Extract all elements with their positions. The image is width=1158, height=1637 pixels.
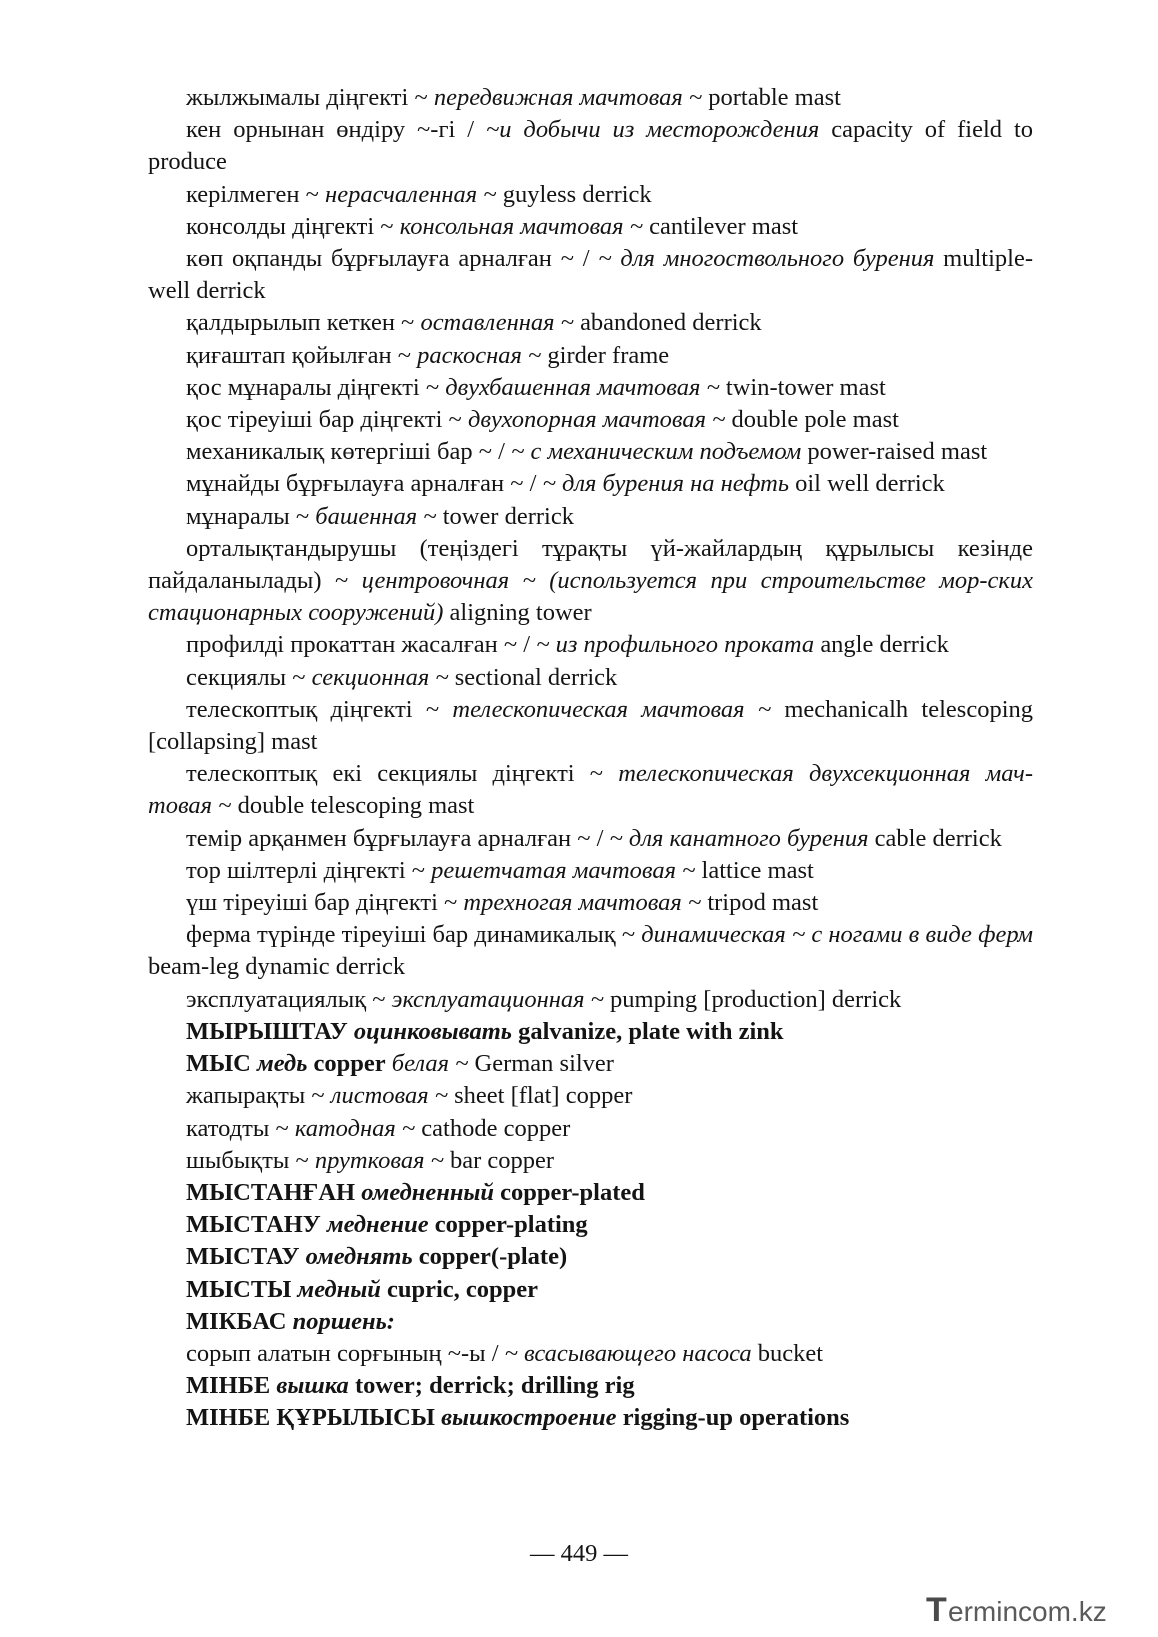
term-english: lattice mast (701, 856, 814, 884)
sub-entry (148, 114, 1033, 178)
sub-entry (148, 307, 1033, 339)
term-russian: ~и добычи из месторождения (486, 116, 820, 144)
term-english: multiple-well derrick (148, 245, 1033, 305)
term-russian: башенная ~ (315, 502, 437, 530)
term-kazakh: қос мұнаралы діңгекті ~ (186, 373, 440, 401)
page-number: — 449 — (530, 1540, 628, 1567)
term-english: power-raised mast (807, 438, 988, 466)
term-kazakh: консолды діңгекті ~ (186, 212, 394, 240)
sub-entry (148, 629, 1033, 661)
term-russian: меднение (326, 1211, 429, 1239)
term-russian: ~ всасывающего насоса (504, 1339, 752, 1367)
term-russian: телескопическая двухсекционная мач-товая ~ (148, 760, 1033, 820)
term-english: capacity of field to produce (148, 116, 1034, 176)
term-russian: ~ для многоствольного бурения (598, 245, 935, 273)
term-russian: двухопорная мачтовая ~ (467, 406, 726, 434)
term-english: double pole mast (731, 406, 899, 434)
term-english: aligning tower (449, 599, 592, 627)
sub-entry (148, 82, 1033, 114)
term-kazakh: қос тіреуіші бар діңгекті ~ (186, 406, 462, 434)
term-kazakh: механикалық көтергіші бар ~ / (186, 438, 505, 466)
headword-entry (148, 1274, 1033, 1306)
term-kazakh: шыбықты ~ (186, 1146, 309, 1174)
term-english: bar copper (449, 1146, 555, 1174)
term-english: twin-tower mast (725, 373, 886, 401)
headword-kazakh: МЫСТАНҒАН (186, 1178, 356, 1206)
sub-entry (148, 855, 1033, 887)
term-russian: белая ~ (391, 1050, 469, 1078)
term-russian: трехногая мачтовая ~ (463, 889, 702, 917)
term-russian: центровочная ~ (используется при строительстве мор-ских стационарных сооружений) (148, 567, 1034, 627)
sub-entry (148, 887, 1033, 919)
termincom-logo (922, 1591, 1144, 1629)
sub-entry (148, 340, 1033, 372)
headword-entry (148, 1306, 1033, 1338)
term-russian: ~ с механическим подъемом (511, 438, 802, 466)
term-russian: раскосная ~ (417, 341, 542, 369)
term-english: cathode copper (421, 1114, 571, 1142)
term-kazakh: қалдырылып кеткен ~ (186, 309, 415, 337)
term-russian: омеднять (305, 1243, 413, 1271)
term-kazakh: мұнаралы ~ (186, 502, 310, 530)
term-kazakh: телескоптық екі секциялы діңгекті ~ (186, 760, 604, 788)
sub-entry (148, 533, 1033, 630)
sub-entry (148, 984, 1033, 1016)
term-english: beam-leg dynamic derrick (148, 953, 406, 981)
headword-kazakh: МІКБАС (186, 1307, 287, 1335)
term-russian: телескопическая мачтовая ~ (452, 695, 772, 723)
term-russian: динамическая ~ с ногами в виде ферм (641, 921, 1034, 949)
term-kazakh: қиғаштап қойылған ~ (186, 341, 411, 369)
sub-entry (148, 243, 1033, 307)
term-kazakh: ферма түрінде тіреуіші бар динамикалық ~ (186, 921, 636, 949)
term-english: oil well derrick (795, 470, 945, 498)
term-english: copper(-plate) (418, 1243, 568, 1271)
term-russian: передвижная мачтовая ~ (433, 84, 703, 111)
logo-wordmark: ermincom.kz (948, 1596, 1107, 1627)
term-russian: листовая ~ (330, 1082, 449, 1110)
term-russian: оставленная ~ (420, 309, 574, 337)
headword-entry (148, 1241, 1033, 1273)
sub-entry (148, 823, 1033, 855)
term-english: double telescoping mast (237, 792, 475, 820)
term-kazakh: кен орнынан өндіру ~-гі / (186, 116, 475, 144)
term-russian: ~ из профильного проката (536, 631, 815, 659)
headword-kazakh: МЫС (186, 1050, 251, 1078)
term-english: rigging-up operations (622, 1404, 850, 1432)
term-english: angle derrick (820, 631, 949, 659)
term-kazakh: жапырақты ~ (186, 1082, 325, 1110)
headword-kazakh: МЫСТАНУ (186, 1211, 321, 1239)
sub-entry (148, 211, 1033, 243)
term-russian: поршень: (292, 1307, 395, 1335)
term-russian: консольная мачтовая ~ (399, 212, 643, 240)
term-english: abandoned derrick (580, 309, 762, 337)
sub-entry (148, 662, 1033, 694)
term-english: copper (313, 1050, 386, 1078)
term-russian: катодная ~ (294, 1114, 416, 1142)
sub-entry (148, 372, 1033, 404)
term-english: portable mast (708, 84, 841, 111)
sub-entry (148, 1145, 1033, 1177)
term-english: pumping [production] derrick (610, 985, 902, 1013)
term-russian: ~ для канатного бурения (609, 824, 869, 852)
term-kazakh: темір арқанмен бұрғылауға арналған ~ / (186, 824, 604, 852)
term-russian: вышка (276, 1372, 349, 1400)
term-kazakh: профилді прокаттан жасалған ~ / (186, 631, 531, 659)
sub-entry (148, 404, 1033, 436)
term-english: German silver (474, 1050, 614, 1078)
headword-kazakh: МЫРЫШТАУ (186, 1017, 348, 1045)
logo-letter-t: T (926, 1591, 947, 1629)
headword-kazakh: МЫСТЫ (186, 1275, 292, 1303)
term-kazakh: орталықтандырушы (теңіздегі тұрақты үй-жайлардың құрылысы кезінде пайдаланылады) ~ (148, 534, 1033, 595)
sub-entry (148, 501, 1033, 533)
term-kazakh: сорып алатын сорғының ~-ы / (186, 1339, 499, 1367)
term-russian: омедненный (361, 1178, 495, 1206)
term-russian: медный (297, 1275, 381, 1303)
term-english: cable derrick (874, 824, 1002, 852)
term-russian: вышкостроение (441, 1404, 617, 1432)
headword-entry (148, 1016, 1033, 1048)
headword-entry (148, 1209, 1033, 1241)
term-russian: секционная ~ (311, 663, 449, 691)
sub-entry (148, 758, 1033, 822)
term-russian: медь (257, 1050, 308, 1078)
term-english: mechanicalh telescoping [collapsing] mast (148, 695, 1034, 756)
headword-kazakh: МЫСТАУ (186, 1243, 300, 1271)
term-kazakh: жылжымалы діңгекті ~ (186, 84, 428, 111)
entry-list (148, 82, 1033, 1435)
term-english: copper-plating (434, 1211, 588, 1239)
term-russian: нерасчаленная ~ (325, 180, 497, 208)
term-russian: прутковая ~ (314, 1146, 444, 1174)
term-english: tower derrick (442, 502, 574, 530)
term-english: sectional derrick (454, 663, 618, 691)
term-russian: эксплуатационная ~ (391, 985, 604, 1013)
term-english: galvanize, plate with zink (518, 1017, 784, 1045)
sub-entry (148, 436, 1033, 468)
term-russian: ~ для бурения на нефть (542, 470, 789, 498)
headword-entry (148, 1048, 1033, 1080)
term-kazakh: керілмеген ~ (186, 180, 319, 208)
term-english: guyless derrick (502, 180, 652, 208)
term-russian: решетчатая мачтовая ~ (431, 856, 696, 884)
term-kazakh: секциялы ~ (186, 663, 306, 691)
term-english: copper-plated (500, 1178, 645, 1206)
headword-entry (148, 1370, 1033, 1402)
sub-entry (148, 468, 1033, 500)
term-english: cantilever mast (649, 212, 799, 240)
sub-entry (148, 1113, 1033, 1145)
headword-kazakh: МІНБЕ (186, 1372, 271, 1400)
term-kazakh: көп оқпанды бұрғылауға арналған ~ / (186, 245, 590, 273)
term-kazakh: эксплуатациялық ~ (186, 985, 386, 1013)
headword-kazakh: МІНБЕ ҚҰРЫЛЫСЫ (186, 1404, 435, 1432)
term-english: tower; derrick; drilling rig (354, 1372, 635, 1400)
term-kazakh: мұнайды бұрғылауға арналған ~ / (186, 470, 537, 498)
sub-entry (148, 1338, 1033, 1370)
term-english: tripod mast (707, 889, 819, 917)
dictionary-page (148, 82, 1033, 1435)
term-kazakh: катодты ~ (186, 1114, 289, 1142)
term-russian: двухбашенная мачтовая ~ (445, 373, 720, 401)
term-english: bucket (757, 1339, 824, 1367)
term-kazakh: үш тіреуіші бар діңгекті ~ (186, 889, 458, 917)
sub-entry (148, 1080, 1033, 1112)
sub-entry (148, 694, 1033, 758)
term-kazakh: телескоптық діңгекті ~ (186, 695, 440, 723)
term-english: cupric, copper (386, 1275, 539, 1303)
headword-entry (148, 1402, 1033, 1434)
term-russian: оцинковывать (353, 1017, 512, 1045)
term-kazakh: тор шілтерлі діңгекті ~ (186, 856, 426, 884)
term-english: sheet [flat] copper (454, 1082, 633, 1110)
term-english: girder frame (547, 341, 670, 369)
sub-entry (148, 179, 1033, 211)
headword-entry (148, 1177, 1033, 1209)
sub-entry (148, 919, 1033, 983)
